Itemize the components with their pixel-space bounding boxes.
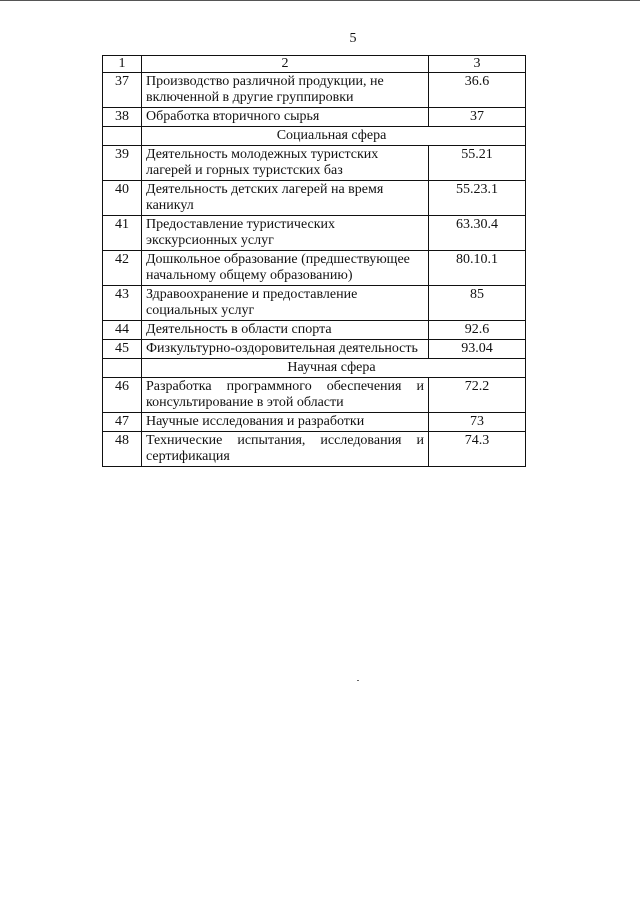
row-number: 47 (103, 413, 142, 432)
table-row (103, 73, 526, 108)
row-number: 42 (103, 251, 142, 286)
top-rule (0, 0, 640, 5)
row-code: 85 (429, 286, 526, 321)
row-code: 73 (429, 413, 526, 432)
row-code: 93.04 (429, 340, 526, 359)
table-row (103, 251, 526, 286)
row-code: 55.23.1 (429, 181, 526, 216)
section-spacer (103, 359, 142, 378)
row-activity: Технические испытания, исследования и сертификация (142, 432, 429, 467)
row-number: 48 (103, 432, 142, 467)
row-activity: Разработка программного обеспечения и консультирование в этой области (142, 378, 429, 413)
header-col-3: 3 (429, 56, 526, 73)
table-row (103, 378, 526, 413)
row-code: 37 (429, 108, 526, 127)
row-code: 92.6 (429, 321, 526, 340)
page-number: 5 (349, 31, 357, 46)
section-title: Научная сфера (142, 359, 526, 378)
table-row (103, 108, 526, 127)
row-activity: Деятельность детских лагерей на время каникул (142, 181, 429, 216)
header-col-2: 2 (142, 56, 429, 73)
section-row (103, 359, 526, 378)
row-activity: Предоставление туристических экскурсионных услуг (142, 216, 429, 251)
row-number: 46 (103, 378, 142, 413)
row-code: 55.21 (429, 146, 526, 181)
row-activity: Обработка вторичного сырья (142, 108, 429, 127)
table-row (103, 321, 526, 340)
row-number: 38 (103, 108, 142, 127)
activity-table (102, 55, 526, 467)
row-number: 43 (103, 286, 142, 321)
row-activity: Физкультурно-оздоровительная деятельность (142, 340, 429, 359)
scan-speck (357, 680, 359, 681)
row-activity: Производство различной продукции, не включенной в другие группировки (142, 73, 429, 108)
table-row (103, 216, 526, 251)
row-activity: Здравоохранение и предоставление социальных услуг (142, 286, 429, 321)
header-col-1: 1 (103, 56, 142, 73)
row-code: 80.10.1 (429, 251, 526, 286)
section-row (103, 127, 526, 146)
table-row (103, 146, 526, 181)
row-code: 63.30.4 (429, 216, 526, 251)
table-row (103, 432, 526, 467)
row-code: 36.6 (429, 73, 526, 108)
section-title: Социальная сфера (142, 127, 526, 146)
row-code: 72.2 (429, 378, 526, 413)
row-activity: Деятельность в области спорта (142, 321, 429, 340)
row-number: 39 (103, 146, 142, 181)
table-row (103, 413, 526, 432)
row-activity: Научные исследования и разработки (142, 413, 429, 432)
row-activity: Дошкольное образование (предшествующее начальному общему образованию) (142, 251, 429, 286)
table-row (103, 181, 526, 216)
row-code: 74.3 (429, 432, 526, 467)
row-number: 37 (103, 73, 142, 108)
table-header-row (103, 56, 526, 73)
row-number: 45 (103, 340, 142, 359)
table-row (103, 340, 526, 359)
row-activity: Деятельность молодежных туристских лагерей и горных туристских баз (142, 146, 429, 181)
table-row (103, 286, 526, 321)
row-number: 44 (103, 321, 142, 340)
row-number: 40 (103, 181, 142, 216)
section-spacer (103, 127, 142, 146)
row-number: 41 (103, 216, 142, 251)
